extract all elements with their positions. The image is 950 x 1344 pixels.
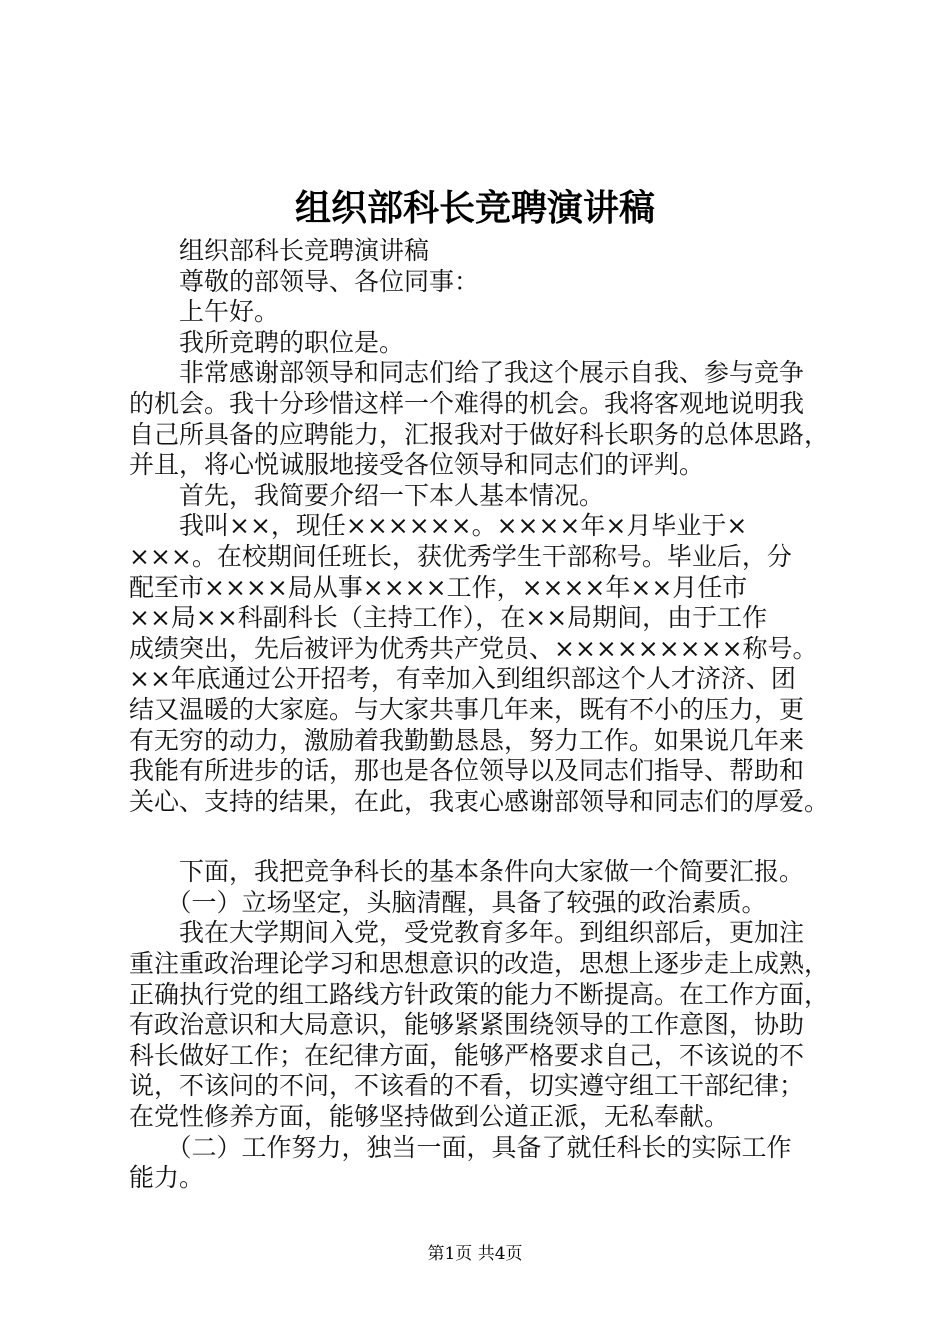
text-line: 关心、支持的结果，在此，我衷心感谢部领导和同志们的厚爱。 [129,786,830,816]
text-line: 我叫××，现任××××××。××××年×月毕业于× [129,511,748,541]
text-line: 我在大学期间入党，受党教育多年。到组织部后，更加注 [129,918,805,948]
text-line: 非常感谢部领导和同志们给了我这个展示自我、参与竞争 [129,358,805,388]
paragraph-gap [129,817,842,857]
text-line: 上午好。 [129,297,280,327]
text-line: 下面，我把竞争科长的基本条件向大家做一个简要汇报。 [129,857,805,887]
text-line: （二）工作努力，独当一面，具备了就任科长的实际工作 [129,1132,792,1162]
paragraph-block-2 [129,857,842,1194]
text-line: 重注重政治理论学习和思想意识的改造，思想上逐步走上成熟， [129,949,830,979]
text-line: 配至市××××局从事××××工作，××××年××月任市 [129,572,748,602]
document-body [129,236,842,1194]
text-line: 首先，我简要介绍一下本人基本情况。 [129,480,605,510]
text-line: 自己所具备的应聘能力，汇报我对于做好科长职务的总体思路， [129,419,830,449]
text-line: 能力。 [129,1163,205,1193]
text-line: 在党性修养方面，能够坚持做到公道正派，无私奉献。 [129,1102,730,1132]
text-line: 我所竞聘的职位是。 [129,327,405,357]
text-line: 我能有所进步的话，那也是各位领导以及同志们指导、帮助和 [129,756,805,786]
text-line: 的机会。我十分珍惜这样一个难得的机会。我将客观地说明我 [129,388,805,418]
text-line: 尊敬的部领导、各位同事： [129,266,480,296]
text-line: ××年底通过公开招考，有幸加入到组织部这个人才济济、团 [129,664,796,694]
text-line: 结又温暖的大家庭。与大家共事几年来，既有不小的压力，更 [129,694,805,724]
text-line: 并且，将心悦诚服地接受各位领导和同志们的评判。 [129,450,705,480]
document-title: 组织部科长竞聘演讲稿 [294,187,655,229]
text-line: 有无穷的动力，激励着我勤勤恳恳，努力工作。如果说几年来 [129,725,805,755]
paragraph-block-1 [129,236,842,817]
text-line: ××局××科副科长（主持工作），在××局期间，由于工作 [129,603,768,633]
text-line: （一）立场坚定，头脑清醒，具备了较强的政治素质。 [129,887,767,917]
text-line: 组织部科长竞聘演讲稿 [129,236,430,265]
text-line: 说，不该问的不问，不该看的不看，切实遵守组工干部纪律； [129,1071,805,1101]
page-footer: 第1页 共4页 [427,1244,523,1264]
text-line: 有政治意识和大局意识，能够紧紧围绕领导的工作意图，协助 [129,1010,805,1040]
text-line: 科长做好工作；在纪律方面，能够严格要求自己，不该说的不 [129,1040,805,1070]
text-line: ×××。在校期间任班长，获优秀学生干部称号。毕业后，分 [129,541,792,571]
text-line: 正确执行党的组工路线方针政策的能力不断提高。在工作方面， [129,979,830,1009]
text-line: 成绩突出，先后被评为优秀共产党员、×××××××××称号。 [129,633,818,663]
